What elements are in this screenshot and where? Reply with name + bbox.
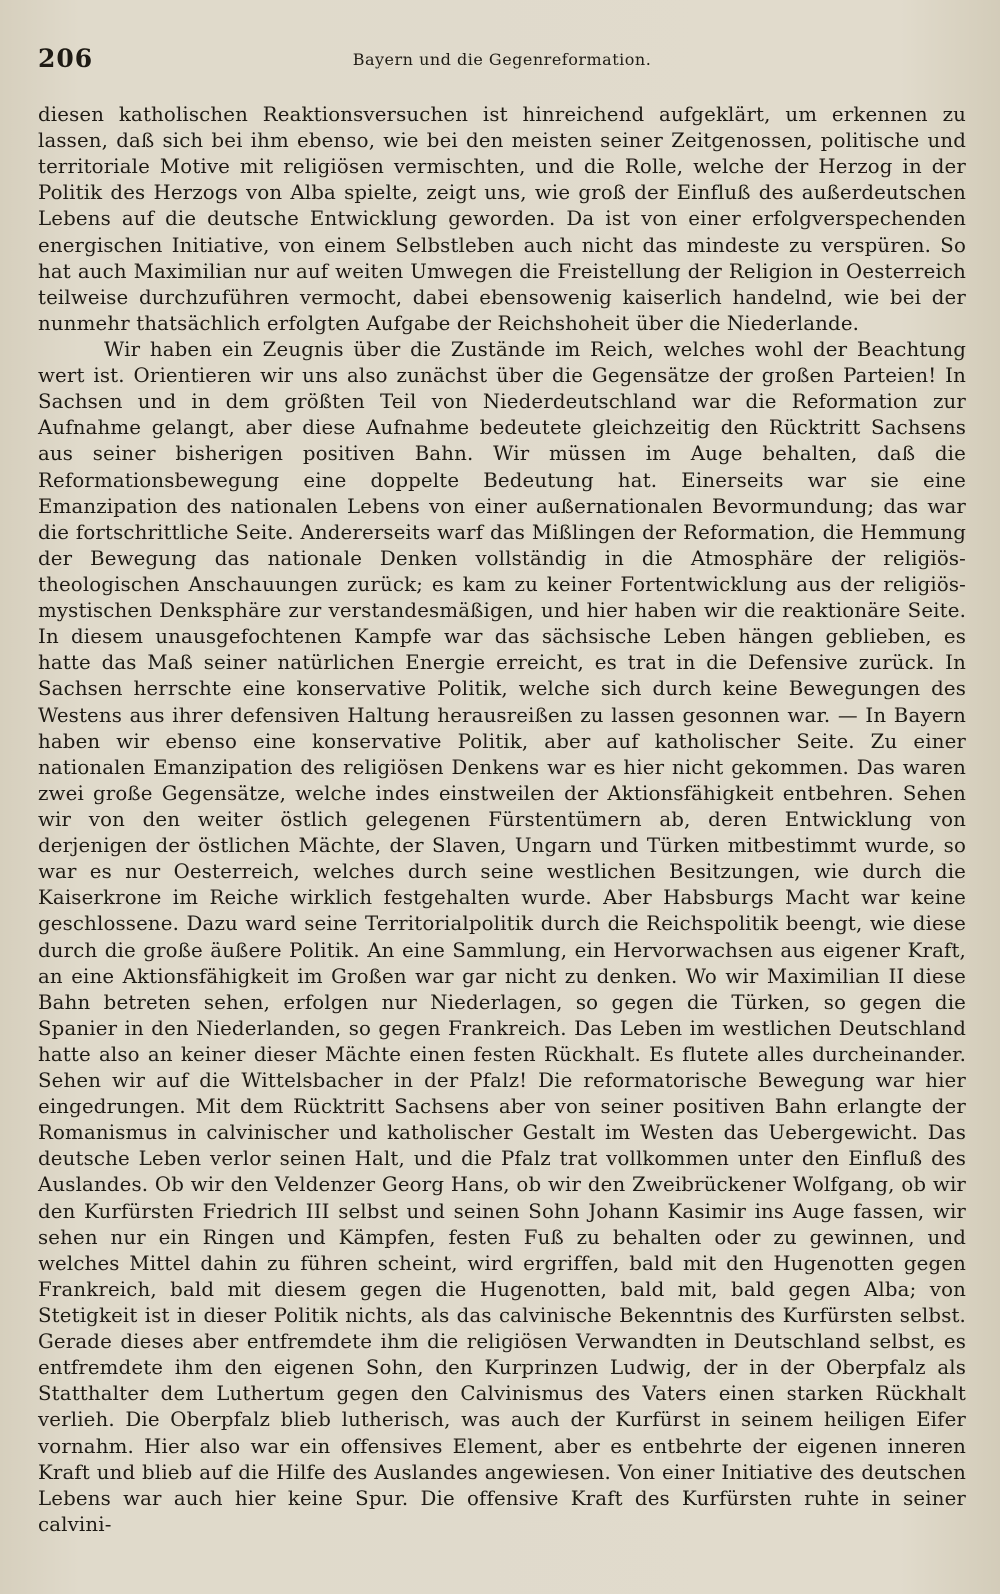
paragraph-2: Wir haben ein Zeugnis über die Zustände im Reich, welches wohl der Beachtung wert ist. Orientieren wir uns also zunächst über die Gegensätze der großen Parteien! In Sachsen und in dem größten Teil von Niederdeutschland war die Reformation zur Aufnahme gelangt, aber diese Aufnahme bedeutete gleichzeitig den Rücktritt Sachsens aus seiner bisherigen positiven Bahn. Wir müssen im Auge behalten, daß die Reformationsbewegung eine doppelte Bedeutung hat. Einerseits war sie eine Emanzipation des nationalen Lebens von einer außernationalen Bevormundung; das war die fortschrittliche Seite. Andererseits warf das Mißlingen der Reformation, die Hemmung der Bewegung das nationale Denken vollständig in die Atmosphäre der religiös-theologischen Anschauungen zurück; es kam zu keiner Fortentwicklung aus der religiös-mystischen Denksphäre zur verstandesmäßigen, und hier haben wir die reaktionäre Seite. In diesem unausgefochtenen Kampfe war das sächsische Leben hängen geblieben, es hatte das Maß seiner natürlichen Energie erreicht, es trat in die Defensive zurück. In Sachsen herrschte eine konservative Politik, welche sich durch keine Bewegungen des Westens aus ihrer defensiven Haltung herausreißen zu lassen gesonnen war. — In Bayern haben wir ebenso eine konservative Politik, aber auf katholischer Seite. Zu einer nationalen Emanzipation des religiösen Denkens war es hier nicht gekommen. Das waren zwei große Gegensätze, welche indes einstweilen der Aktionsfähigkeit entbehren. Sehen wir von den weiter östlich gelegenen Fürstentümern ab, deren Entwicklung von derjenigen der östlichen Mächte, der Slaven, Ungarn und Türken mitbestimmt wurde, so war es nur Oesterreich, welches durch seine westlichen Besitzungen, wie durch die Kaiserkrone im Reiche wirklich festgehalten wurde. Aber Habsburgs Macht war keine geschlossene. Dazu ward seine Territorialpolitik durch die Reichspolitik beengt, wie diese durch die große äußere Politik. An eine Sammlung, ein Hervorwachsen aus eigener Kraft, an eine Aktionsfähigkeit im Großen war gar nicht zu denken. Wo wir Maximilian II diese Bahn betreten sehen, erfolgen nur Niederlagen, so gegen die Türken, so gegen die Spanier in den Niederlanden, so gegen Frankreich. Das Leben im westlichen Deutschland hatte also an keiner dieser Mächte einen festen Rückhalt. Es flutete alles durcheinander. Sehen wir auf die Wittelsbacher in der Pfalz! Die reformatorische Bewegung war hier eingedrungen. Mit dem Rücktritt Sachsens aber von seiner positiven Bahn erlangte der Romanismus in calvinischer und katholischer Gestalt im Westen das Uebergewicht. Das deutsche Leben verlor seinen Halt, und die Pfalz trat vollkommen unter den Einfluß des Auslandes. Ob wir den Veldenzer Georg Hans, ob wir den Zweibrückener Wolfgang, ob wir den Kurfürsten Friedrich III selbst und seinen Sohn Johann Kasimir ins Auge fassen, wir sehen nur ein Ringen und Kämpfen, festen Fuß zu behalten oder zu gewinnen, und welches Mittel dahin zu führen scheint, wird ergriffen, bald mit den Hugenotten gegen Frankreich, bald mit diesem gegen die Hugenotten, bald mit, bald gegen Alba; von Stetigkeit ist in dieser Politik nichts, als das calvinische Bekenntnis des Kurfürsten selbst. Gerade dieses aber entfremdete ihm die religiösen Verwandten in Deutschland selbst, es entfremdete ihm den eigenen Sohn, den Kurprinzen Ludwig, der in der Oberpfalz als Statthalter dem Luthertum gegen den Calvinismus des Vaters einen starken Rückhalt verlieh. Die Oberpfalz blieb lutherisch, was auch der Kurfürst in seinem heiligen Eifer vornahm. Hier also war ein offensives Element, aber es entbehrte der eigenen inneren Kraft und blieb auf die Hilfe des Auslandes angewiesen. Von einer Initiative des deutschen Lebens war auch hier keine Spur. Die offensive Kraft des Kurfürsten ruhte in seiner calvini- xyxy=(38,337,966,1536)
page-number: 206 xyxy=(38,44,94,73)
paragraph-1: diesen katholischen Reaktionsversuchen ist hinreichend aufgeklärt, um erkennen zu lassen, daß sich bei ihm ebenso, wie bei den meisten seiner Zeitgenossen, politische und territoriale Motive mit religiösen vermischten, und die Rolle, welche der Herzog in der Politik des Herzogs von Alba spielte, zeigt uns, wie groß der Einfluß des außerdeutschen Lebens auf die deutsche Entwicklung geworden. Da ist von einer erfolgverspechenden energischen Initiative, von einem Selbstleben auch nicht das mindeste zu verspüren. So hat auch Maximilian nur auf weiten Umwegen die Freistellung der Religion in Oesterreich teilweise durchzuführen vermocht, dabei ebensowenig kaiserlich handelnd, wie bei der nunmehr thatsächlich erfolgten Aufgabe der Reichshoheit über die Niederlande. xyxy=(38,103,966,335)
body-text xyxy=(38,102,966,1538)
page-header xyxy=(38,44,966,84)
running-head: Bayern und die Gegenreformation. xyxy=(352,50,652,69)
